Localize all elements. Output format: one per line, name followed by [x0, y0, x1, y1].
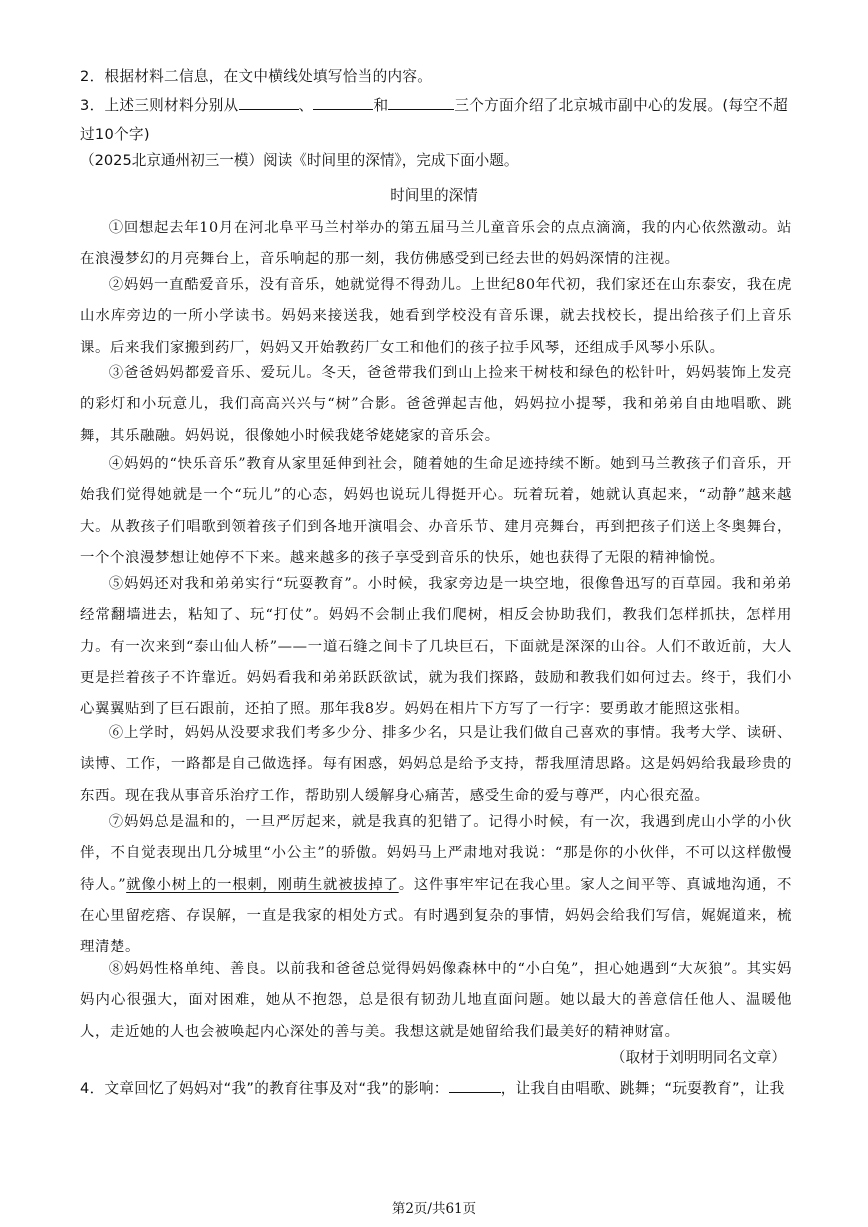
answer-blank-2[interactable]	[313, 93, 373, 110]
paragraph-7-text-a: ⑦妈妈总是温和的，一旦严厉起来，就是我真的犯错了。记得小时候，有一次，我遇到虎山小学的小伙伴，不自觉表现出几分城里“小公主”的骄傲。妈妈马上严肃地对我说：“那是你的小伙伴，不可以这样傲慢待人。”	[80, 814, 792, 893]
question-2: 2．根据材料二信息，在文中横线处填写恰当的内容。	[80, 68, 433, 85]
paragraph-7-text-b: 。这件事牢牢记在我心里。家人之间平等、真诚地沟通，不在心里留疙瘩、存误解，一直是我家的相处方式。有时遇到复杂的事情，妈妈会给我们写信，娓娓道来，梳理清楚。	[80, 876, 792, 956]
question-3	[80, 91, 792, 149]
answer-blank-3[interactable]	[388, 93, 454, 110]
question-3-prefix: 3．上述三则材料分别从	[80, 97, 239, 114]
answer-blank-1[interactable]	[239, 93, 299, 110]
paragraph-3: ③爸爸妈妈都爱音乐、爱玩儿。冬天，爸爸带我们到山上捡来干树枝和绿色的松针叶，妈妈装饰上发亮的彩灯和小玩意儿，我们高高兴兴与“树”合影。爸爸弹起吉他，妈妈拉小提琴，我和弟弟自由地唱歌、跳舞，其乐融融。妈妈说，很像她小时候我姥爷姥姥家的音乐会。	[80, 365, 792, 444]
paragraph-5: ⑤妈妈还对我和弟弟实行“玩耍教育”。小时候，我家旁边是一块空地，很像鲁迅写的百草园。我和弟弟经常翻墙进去，粘知了、玩“打仗”。妈妈不会制止我们爬树，相反会协助我们，教我们怎样抓扶，怎样用力。有一次来到“泰山仙人桥”——一道石缝之间卡了几块巨石，下面就是深深的山谷。人们不敢近前，大人更是拦着孩子不许靠近。妈妈看我和弟弟跃跃欲试，就为我们探路，鼓励和教我们如何过去。终于，我们小心翼翼贴到了巨石跟前，还拍了照。那年我8岁。妈妈在相片下方写了一行字：要勇敢才能照这张相。	[80, 576, 792, 718]
question-4-prefix: 4．文章回忆了妈妈对“我”的教育往事及对“我”的影响：	[80, 1080, 449, 1097]
paragraph-7	[80, 807, 792, 963]
reading-source: （2025北京通州初三一模）阅读《时间里的深情》，完成下面小题。	[80, 152, 519, 169]
paragraph-6: ⑥上学时，妈妈从没要求我们考多少分、排多少名，只是让我们做自己喜欢的事情。我考大学、读研、读博、工作，一路都是自己做选择。每有困惑，妈妈总是给予支持，帮我厘清思路。这是妈妈给我最珍贵的东西。现在我从事音乐治疗工作，帮助别人缓解身心痛苦，感受生命的爱与尊严，内心很充盈。	[80, 725, 792, 804]
question-3-suffix: 三个方面介绍了北京城市副中心的发展。(每空不超过10个字)	[80, 97, 789, 143]
article-title: 时间里的深情	[390, 187, 478, 204]
article-credit: （取材于刘明明同名文章）	[610, 1049, 786, 1066]
answer-blank-4[interactable]	[449, 1076, 501, 1093]
underlined-sentence: 就像小树上的一根刺，刚萌生就被拔掉了	[126, 876, 399, 893]
paragraph-8: ⑧妈妈性格单纯、善良。以前我和爸爸总觉得妈妈像森林中的“小白兔”，担心她遇到“大灰狼”。其实妈妈内心很强大，面对困难，她从不抱怨，总是很有韧劲儿地直面问题。她以最大的善意信任他人、温暖他人，走近她的人也会被唤起内心深处的善与美。我想这就是她留给我们最美好的精神财富。	[80, 961, 792, 1040]
paragraph-2: ②妈妈一直酷爱音乐，没有音乐，她就觉得不得劲儿。上世纪80年代初，我们家还在山东泰安，我在虎山水库旁边的一所小学读书。妈妈来接送我，她看到学校没有音乐课，就去找校长，提出给孩子们上音乐课。后来我们家搬到药厂，妈妈又开始教药厂女工和他们的孩子拉手风琴，还组成手风琴小乐队。	[80, 277, 792, 356]
question-3-separator-2: 和	[373, 97, 389, 114]
page-footer: 第2页/共61页	[391, 1201, 477, 1217]
question-4-suffix: ，让我自由唱歌、跳舞；“玩耍教育”，让我	[500, 1080, 785, 1097]
paragraph-4: ④妈妈的“快乐音乐”教育从家里延伸到社会，随着她的生命足迹持续不断。她到马兰教孩子们音乐，开始我们觉得她就是一个“玩儿”的心态，妈妈也说玩儿得挺开心。玩着玩着，她就认真起来，“动静”越来越大。从教孩子们唱歌到领着孩子们到各地开演唱会、办音乐节、建月亮舞台，再到把孩子们送上冬奥舞台，一个个浪漫梦想让她停不下来。越来越多的孩子享受到音乐的快乐，她也获得了无限的精神愉悦。	[80, 456, 792, 566]
question-3-separator-1: 、	[298, 97, 314, 114]
paragraph-1: ①回想起去年10月在河北阜平马兰村举办的第五届马兰儿童音乐会的点点滴滴，我的内心依然激动。站在浪漫梦幻的月亮舞台上，音乐响起的那一刻，我仿佛感受到已经去世的妈妈深情的注视。	[80, 220, 792, 268]
question-4	[80, 1074, 792, 1103]
